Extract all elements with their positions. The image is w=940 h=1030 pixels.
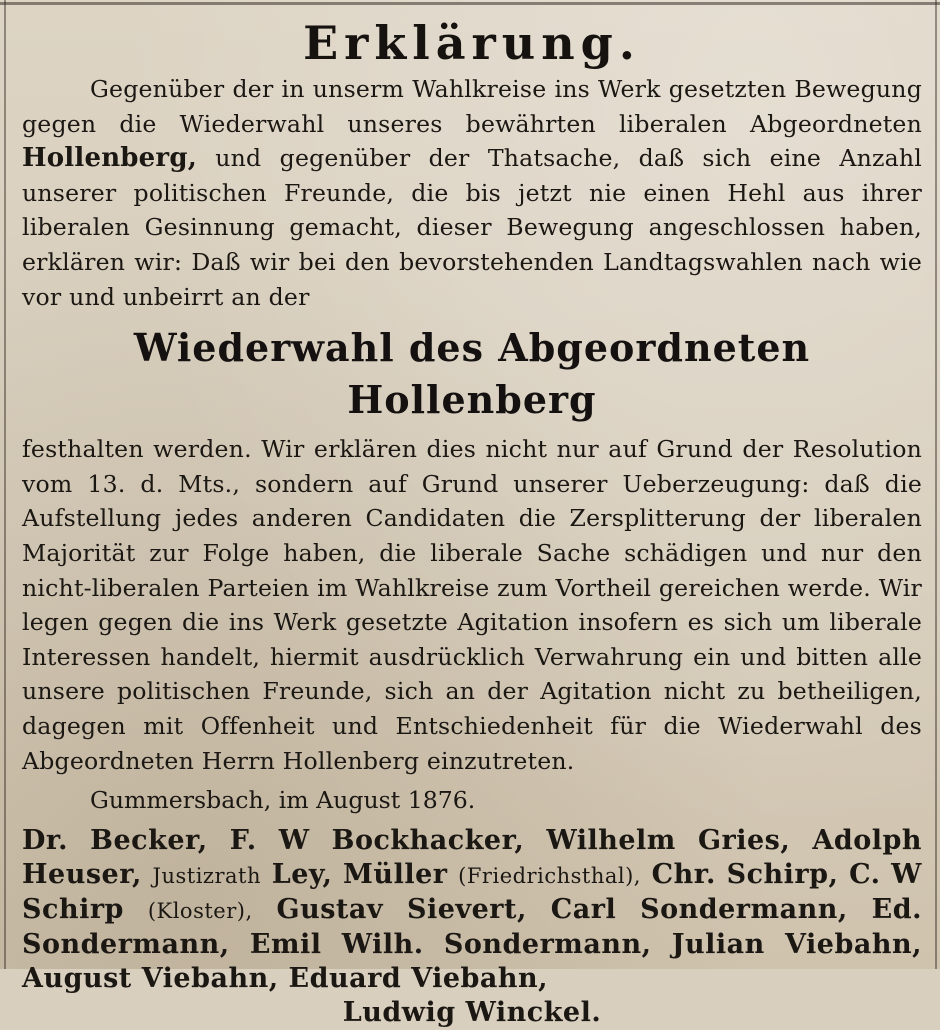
top-border-rule [0,2,940,5]
last-signatory: Ludwig Winckel. [342,997,602,1029]
declaration-paragraph-2: festhalten werden. Wir erklären dies nicht nur auf Grund der Resolution vom 13. d. Mts., sondern auf Grund unserer Ueberzeugung: daß die Aufstellung jedes anderen Candidaten die Zersplitterung der liberalen Majorität zur Folge haben, die liberale Sache schädigen und nur den nicht-liberalen Parteien im Wahlkreise zum Vortheil gereichen werde. Wir legen gegen die ins Werk gesetzte Agitation insofern es sich um liberale Interessen handelt, hiermit ausdrücklich Verwahrung ein und bitten alle unsere politischen Freunde, sich an der Agitation nicht zu betheiligen, dagegen mit Offenheit und Entschiedenheit für die Wiederwahl des Abgeordneten Herrn Hollenberg einzutreten. [22,435,922,775]
signatories-part-2: Ley, Müller [271,859,448,891]
candidate-name-inline: Hollenberg, [22,143,197,174]
paragraph-1-text-b: und gegenüber der Thatsache, daß sich eine Anzahl unserer politischen Freunde, die bis jetzt nie einen Hehl aus ihrer liberalen Gesinnung gemacht, dieser Bewegung angeschlossen haben, erklären wir: Daß wir bei den bevorstehenden Landtagswahlen nach wie vor und unbeirrt an der [22,144,923,311]
left-column-rule [4,0,6,969]
signatory-title-note: Justizrath [152,864,262,889]
headline-banner: Wiederwahl des Abgeordneten Hollenberg [133,325,811,423]
notice-title: Erklärung. [303,16,641,70]
place-and-date: Gummersbach, im August 1876. [90,786,476,815]
signatories-part-4: Gustav Sievert, Carl Sondermann, Ed. Sondermann, Emil Wilh. Sondermann, Julian Viebahn, August Viebahn, Eduard Viebahn, [22,894,922,995]
signatories-list [22,824,922,996]
signatory-place-note-2: (Kloster), [147,899,253,924]
paragraph-1-text-a: Gegenüber der in unserm Wahlkreise ins Werk gesetzten Bewegung gegen die Wiederwahl unseres bewährten liberalen Abgeordneten [22,75,922,138]
right-column-rule [935,0,937,969]
declaration-paragraph-1 [22,72,922,314]
notice-body [22,14,922,1030]
signatories-part-1: Dr. Becker, F. W Bockhacker, Wilhelm Gries, Adolph Heuser, [22,825,922,891]
signatories-part-3: Chr. Schirp, C. W Schirp [22,859,922,926]
signatory-place-note-1: (Friedrichsthal), [458,864,641,889]
